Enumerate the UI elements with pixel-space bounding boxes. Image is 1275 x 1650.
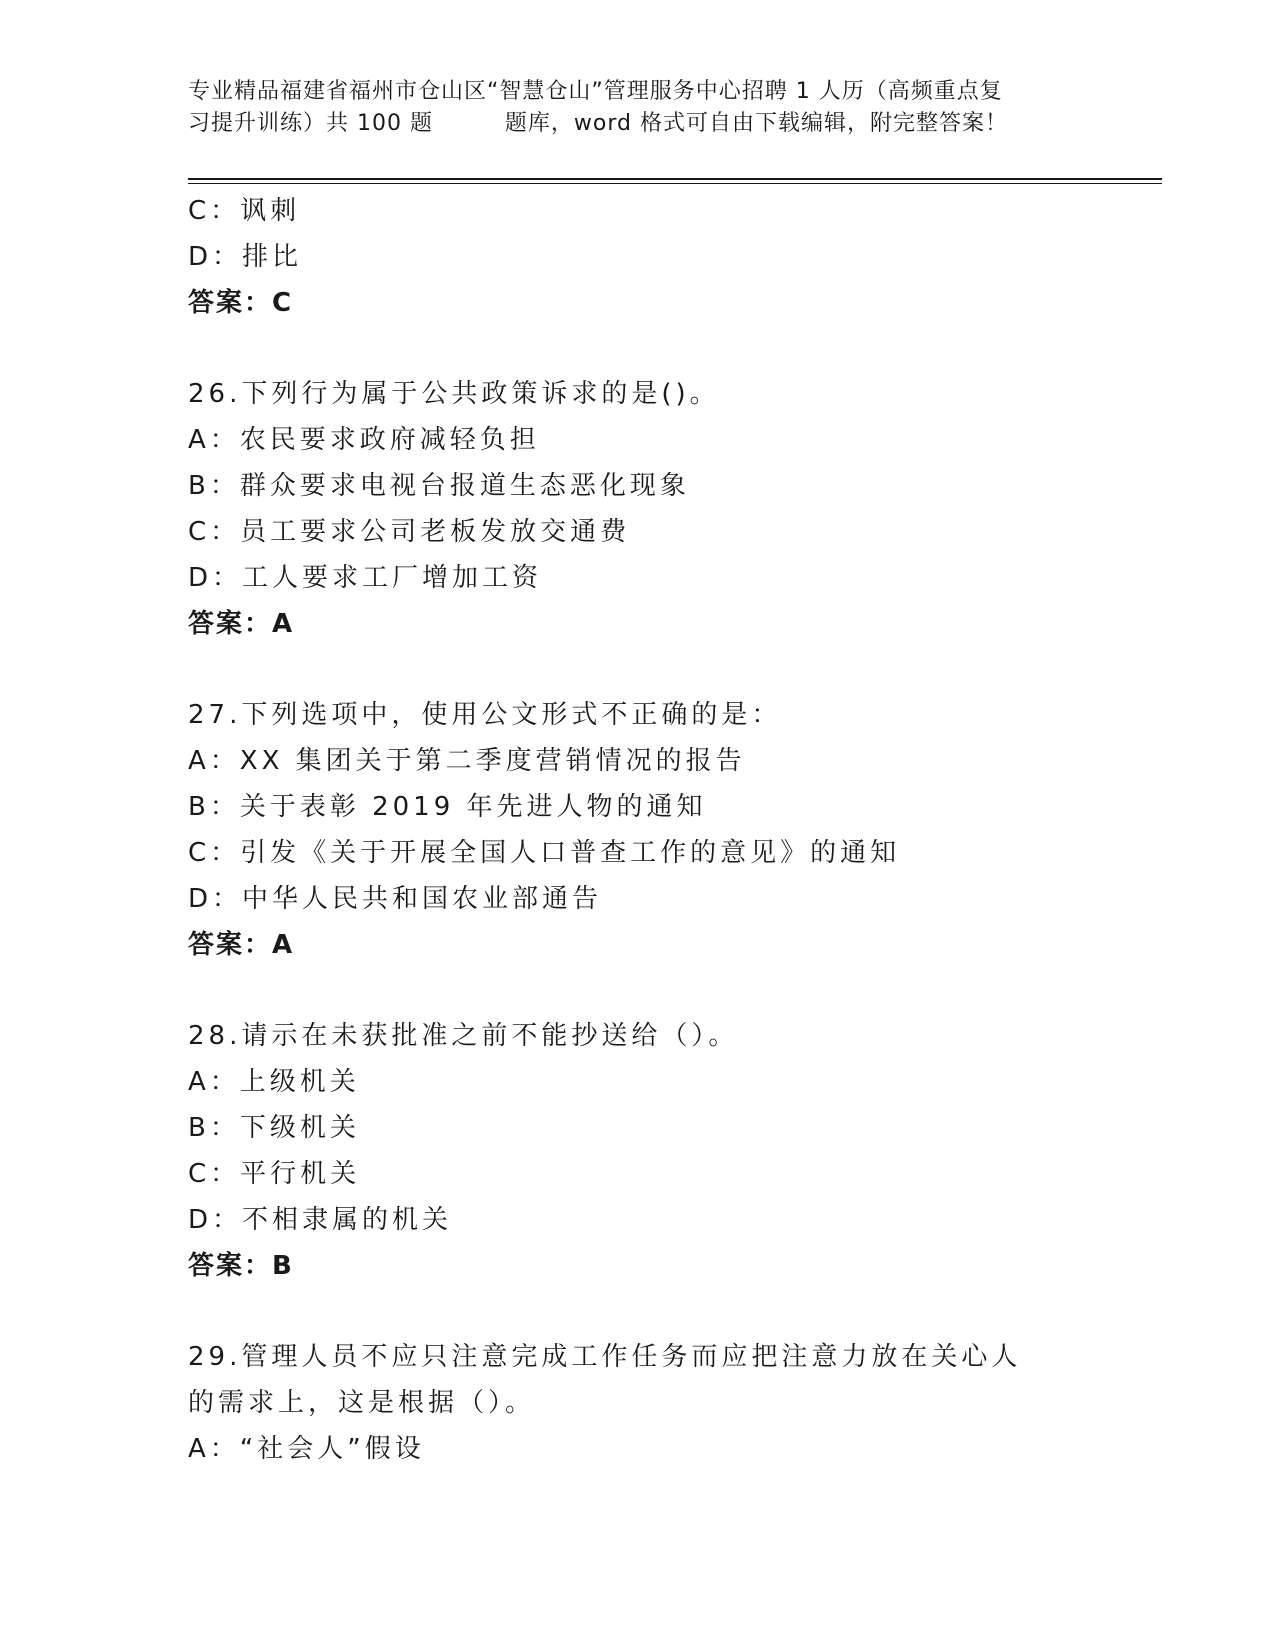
option-a: A：农民要求政府减轻负担 — [188, 425, 540, 455]
question-list — [188, 188, 1128, 1472]
option-c: C：引发《关于开展全国人口普查工作的意见》的通知 — [188, 838, 901, 868]
answer-line: 答案：B — [188, 1251, 294, 1281]
header-line-2: 习提升训练）共 100 题 题库，word 格式可自由下载编辑，附完整答案！ — [188, 111, 1008, 136]
option-a: A：上级机关 — [188, 1067, 360, 1097]
question-stem: 26.下列行为属于公共政策诉求的是()。 — [188, 379, 720, 409]
question-stem: 28.请示在未获批准之前不能抄送给（）。 — [188, 1021, 739, 1051]
question-stem: 27.下列选项中，使用公文形式不正确的是： — [188, 700, 782, 730]
question-27 — [188, 692, 1128, 968]
answer-line: 答案：A — [188, 609, 295, 639]
answer-line: 答案：C — [188, 288, 294, 318]
option-d: D：不相隶属的机关 — [188, 1205, 453, 1235]
option-d: D：工人要求工厂增加工资 — [188, 563, 543, 593]
option-d: D：中华人民共和国农业部通告 — [188, 884, 603, 914]
question-stem: 29.管理人员不应只注意完成工作任务而应把注意力放在关心人的需求上，这是根据（）。 — [188, 1342, 1022, 1418]
option-b: B：下级机关 — [188, 1113, 360, 1143]
answer-line: 答案：A — [188, 930, 295, 960]
option-c: C：平行机关 — [188, 1159, 361, 1189]
option-c: C：讽刺 — [188, 196, 301, 226]
question-25-continuation — [188, 188, 1128, 326]
spacer — [188, 647, 1128, 692]
option-a: A：“社会人”假设 — [188, 1434, 425, 1464]
option-b: B：关于表彰 2019 年先进人物的通知 — [188, 792, 707, 822]
question-28 — [188, 1013, 1128, 1289]
header-divider-thin — [188, 183, 1162, 184]
page-header — [188, 76, 1108, 140]
question-26 — [188, 371, 1128, 647]
spacer — [188, 1289, 1128, 1334]
option-c: C：员工要求公司老板发放交通费 — [188, 517, 631, 547]
option-a: A：XX 集团关于第二季度营销情况的报告 — [188, 746, 746, 776]
option-d: D：排比 — [188, 242, 303, 272]
question-29 — [188, 1334, 1128, 1472]
option-b: B：群众要求电视台报道生态恶化现象 — [188, 471, 690, 501]
header-line-1: 专业精品福建省福州市仓山区“智慧仓山”管理服务中心招聘 1 人历（高频重点复 — [188, 79, 1003, 104]
spacer — [188, 968, 1128, 1013]
spacer — [188, 326, 1128, 371]
header-divider-thick — [188, 178, 1162, 180]
